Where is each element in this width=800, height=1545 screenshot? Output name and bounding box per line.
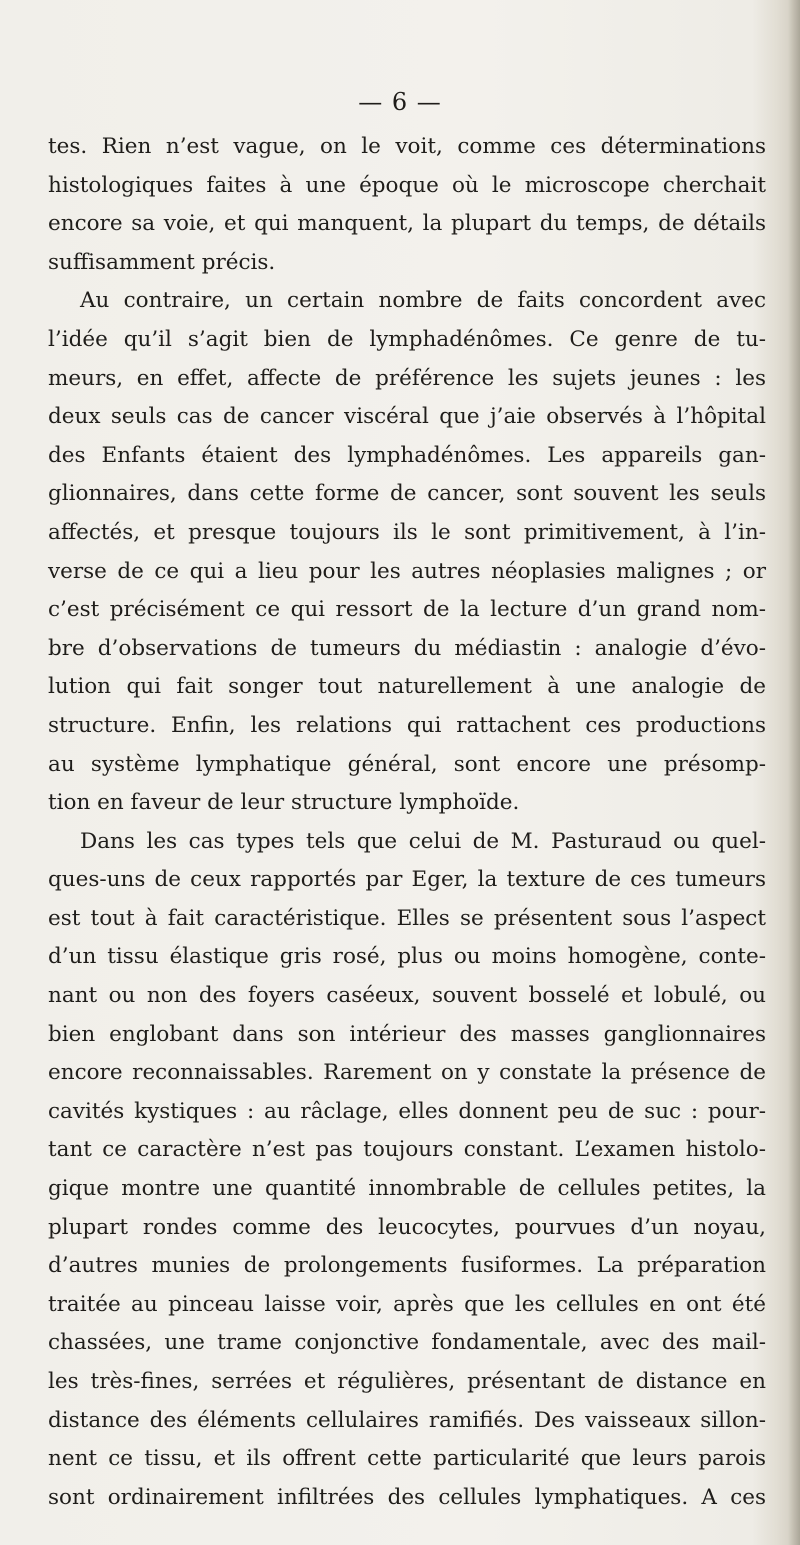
body-text — [48, 128, 766, 1517]
text-line: traitée au pinceau laisse voir, après que les cellules en ont été — [48, 1291, 766, 1317]
text-line: tion en faveur de leur structure lymphoïde. — [48, 790, 520, 816]
page-number: — 6 — — [358, 88, 442, 116]
text-line: des Enfants étaient des lymphadénômes. Les appareils gan- — [48, 442, 766, 468]
text-line: d’un tissu élastique gris rosé, plus ou moins homogène, conte- — [48, 944, 766, 970]
text-line: gique montre une quantité innombrable de cellules petites, la — [48, 1176, 766, 1202]
text-line: Au contraire, un certain nombre de faits concordent avec — [80, 288, 766, 314]
text-line: suffisamment précis. — [48, 249, 276, 275]
text-line: au système lymphatique général, sont encore une présomp- — [48, 751, 766, 777]
text-line: histologiques faites à une époque où le microscope cherchait — [48, 172, 766, 198]
text-line: lution qui fait songer tout naturellement à une analogie de — [48, 674, 766, 700]
text-line: tes. Rien n’est vague, on le voit, comme ces déterminations — [48, 134, 766, 159]
text-line: distance des éléments cellulaires ramifiés. Des vaisseaux sillon- — [48, 1407, 766, 1433]
text-line: l’idée qu’il s’agit bien de lymphadénômes. Ce genre de tu- — [48, 326, 766, 352]
text-line: encore reconnaissables. Rarement on y constate la présence de — [48, 1060, 766, 1086]
text-line: nant ou non des foyers caséeux, souvent bosselé et lobulé, ou — [48, 983, 766, 1009]
text-line: cavités kystiques : au râclage, elles donnent peu de suc : pour- — [48, 1098, 766, 1124]
text-line: deux seuls cas de cancer viscéral que j’aie observés à l’hôpital — [48, 404, 766, 430]
text-line: c’est précisément ce qui ressort de la lecture d’un grand nom- — [48, 597, 766, 623]
text-line: plupart rondes comme des leucocytes, pourvues d’un noyau, — [48, 1214, 766, 1240]
text-line: affectés, et presque toujours ils le sont primitivement, à l’in- — [48, 519, 766, 545]
text-line: bre d’observations de tumeurs du médiastin : analogie d’évo- — [48, 635, 766, 661]
text-line: bien englobant dans son intérieur des masses ganglionnaires — [48, 1021, 766, 1047]
text-line: structure. Enfin, les relations qui rattachent ces productions — [48, 712, 766, 738]
text-line: d’autres munies de prolongements fusiformes. La préparation — [48, 1253, 766, 1279]
text-line: glionnaires, dans cette forme de cancer, sont souvent les seuls — [48, 481, 766, 507]
text-line: est tout à fait caractéristique. Elles se présentent sous l’aspect — [48, 905, 766, 931]
text-line: meurs, en effet, affecte de préférence les sujets jeunes : les — [48, 365, 766, 391]
text-line: sont ordinairement infiltrées des cellules lymphatiques. A ces — [48, 1484, 766, 1510]
text-line: encore sa voie, et qui manquent, la plupart du temps, de détails — [48, 211, 766, 237]
text-line: nent ce tissu, et ils offrent cette particularité que leurs parois — [48, 1446, 766, 1472]
text-line: Dans les cas types tels que celui de M. Pasturaud ou quel- — [80, 828, 766, 854]
page-binding-edge — [788, 0, 800, 1545]
text-line: verse de ce qui a lieu pour les autres néoplasies malignes ; or — [48, 558, 766, 584]
text-line: tant ce caractère n’est pas toujours constant. L’examen histolo- — [48, 1137, 766, 1163]
text-line: les très-fines, serrées et régulières, présentant de distance en — [48, 1369, 766, 1394]
text-line: chassées, une trame conjonctive fondamentale, avec des mail- — [48, 1330, 766, 1356]
text-line: ques-uns de ceux rapportés par Eger, la texture de ces tumeurs — [48, 867, 766, 893]
